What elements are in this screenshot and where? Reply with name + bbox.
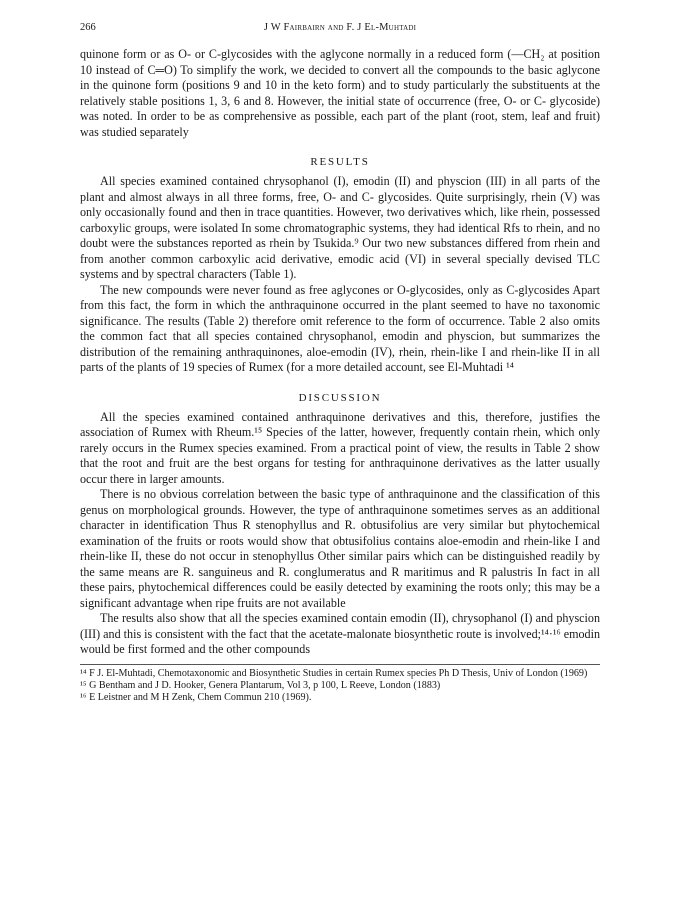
- footnote-16: ¹⁶ E Leistner and M H Zenk, Chem Commun 210 (1969).: [80, 692, 312, 704]
- page-number: 266: [80, 22, 96, 33]
- page: [80, 22, 600, 705]
- running-header: [80, 22, 600, 38]
- footnote-14: ¹⁴ F J. El-Muhtadi, Chemotaxonomic and Biosynthetic Studies in certain Rumex species Ph D Thesis, Univ of London (1969): [80, 667, 588, 679]
- footnote-divider: [80, 664, 600, 665]
- results-paragraph-1: All species examined contained chrysophanol (I), emodin (II) and physcion (III) in all parts of the plant and almost always in all three forms, free, O- and C- glycosides. Quite surprisingly, rhein (V) was only occasionally found and then in trace quantities. However, two derivatives which, like rhein, possessed carboxylic groups, were isolated In some chromatographic systems, they had identical Rfs to rhein, and no doubt were the substances reported as rhein by Tsukida.⁹ Our two new substances differed from rhein and from another common carboxylic acid derivative, emodic acid (VI) in several specially devised TLC systems and by spectral characters (Table 1).: [80, 174, 600, 281]
- footnotes: [80, 668, 600, 705]
- results-heading: RESULTS: [310, 156, 370, 168]
- discussion-paragraph-3: The results also show that all the species examined contain emodin (II), chrysophanol (I) and physcion (III) and this is consistent with the fact that the acetate-malonate biosynthetic route is involved;¹⁴·¹⁶ emodin would be first formed and the other compounds: [80, 611, 600, 656]
- results-paragraph-2: The new compounds were never found as free aglycones or O-glycosides, only as C-glycosides Apart from this fact, the form in which the anthraquinone occurred in the plant seemed to have no taxonomic significance. The results (Table 2) therefore omit reference to the form of occurrence. Table 2 also omits the common fact that all species contained chrysophanol, emodin and physcion, but summarizes the distribution of the remaining anthraquinones, aloe-emodin (IV), rhein, rhein-like I and rhein-like II in all parts of the plants of 19 species of Rumex (for a more detailed account, see El-Muhtadi ¹⁴: [80, 282, 600, 374]
- running-title: J W Fairbairn and F. J El-Muhtadi: [263, 22, 417, 33]
- discussion-heading: DISCUSSION: [298, 391, 382, 404]
- discussion-paragraph-2: There is no obvious correlation between the basic type of anthraquinone and the classification of this genus on morphological grounds. However, the type of anthraquinone sometimes serves as an additional character in identification Thus R stenophyllus and R. obtusifolius are very similar but phytochemical examination of the fruits or roots would show that obtusifolius contains aloe-emodin and rhein-like I and rhein-like II, these do not occur in stenophyllus Other similar pairs which can be distinguished readily by the same means are R. sanguineus and R. conglumeratus and R maritimus and R palustris In fact in all these pairs, phytochemical differences could be easily detected by examining the roots only; this may be a significant advantage when ripe fruits are not available: [80, 487, 600, 610]
- discussion-paragraph-1: All the species examined contained anthraquinone derivatives and this, therefore, justifies the association of Rumex with Rheum.¹⁵ Species of the latter, however, frequently contain rhein, which only rarely occurs in the Rumex species examined. From a practical point of view, the results in Table 2 show that the root and fruit are the best organs for testing for anthraquinone derivatives as the latter usually occur there in larger amounts.: [80, 409, 600, 486]
- footnote-15: ¹⁵ G Bentham and J D. Hooker, Genera Plantarum, Vol 3, p 100, L Reeve, London (1883): [80, 679, 441, 691]
- intro-paragraph: quinone form or as O- or C-glycosides with the aglycone normally in a reduced form (—CH₂ at position 10 instead of C═O) To simplify the work, we decided to convert all the compounds to the basic aglycone in the quinone form (positions 9 and 10 in the keto form) and to study particularly the substituents at the relatively stable positions 1, 3, 6 and 8. However, the initial state of occurrence (free, O- or C- glycoside) was noted. In order to be as comprehensive as possible, each part of the plant (root, stem, leaf and fruit) was studied separately: [80, 47, 600, 139]
